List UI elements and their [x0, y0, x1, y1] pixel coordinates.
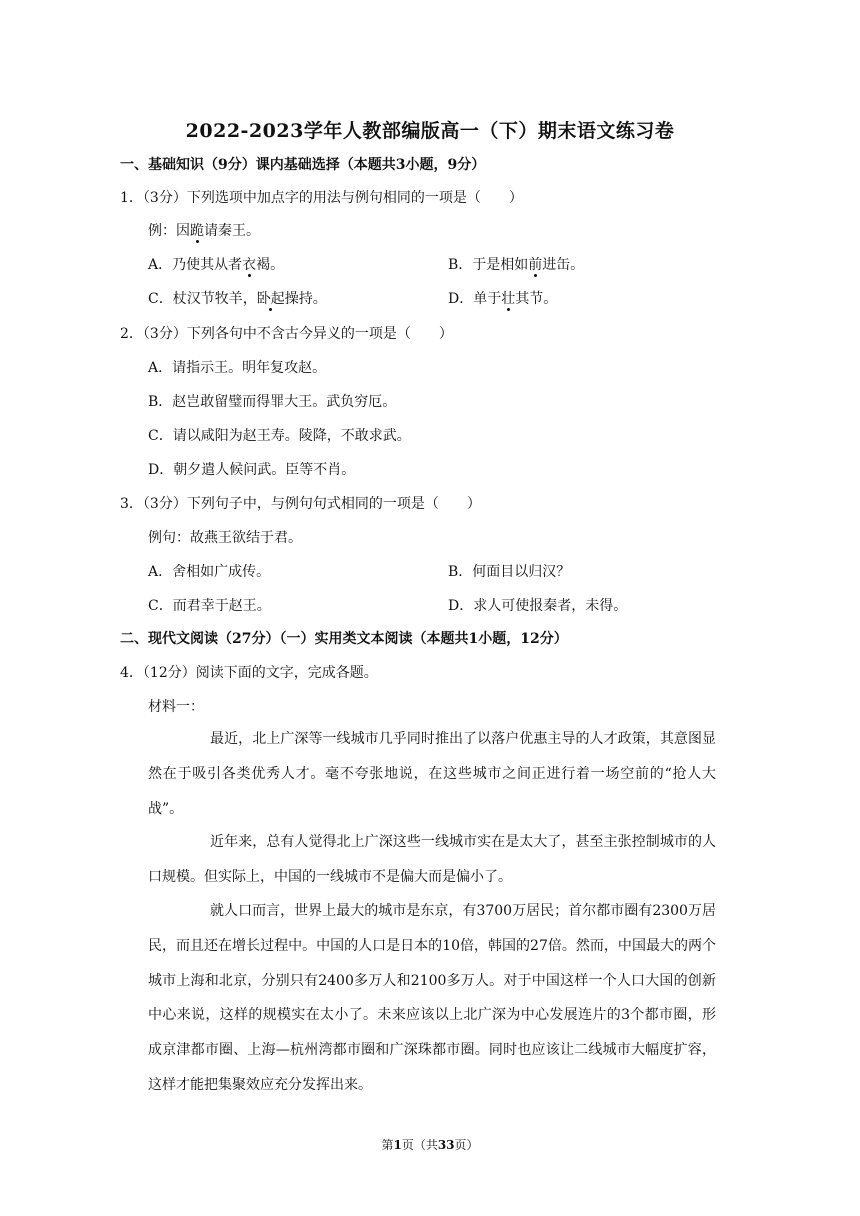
material-paragraph-2: 近年来，总有人觉得北上广深这些一线城市实在是太大了，甚至主张控制城市的人口规模。但实际上，中国的一线城市不是偏大而是偏小了。 [148, 834, 716, 885]
question-3-option-c: C．而君幸于赵王。 [148, 598, 271, 614]
question-3-option-d: D．求人可使报秦者，未得。 [448, 598, 628, 614]
material-paragraph-1: 最近，北上广深等一线城市几乎同时推出了以落户优惠主导的人才政策，其意图显然在于吸引各类优秀人才。毫不夸张地说，在这些城市之间正进行着一场空前的“抢人大战”。 [148, 731, 716, 817]
question-1-stem: 1．（3分）下列选项中加点字的用法与例句相同的一项是（ ） [120, 190, 523, 206]
question-2-option-c: C．请以咸阳为赵王寿。陵降，不敢求武。 [148, 428, 411, 444]
question-1-option-d: D．单于壮其节。 [448, 291, 558, 307]
section-heading-reading: 二、现代文阅读（27分）（一）实用类文本阅读（本题共1小题，12分） [120, 631, 568, 647]
question-2-option-a: A．请指示王。明年复攻赵。 [148, 360, 327, 376]
page-footer: 第1页（共33页） [381, 1138, 479, 1152]
total-pages: 33 [437, 1138, 455, 1152]
material-paragraph-3: 就人口而言，世界上最大的城市是东京，有3700万居民；首尔都市圈有2300万居民，而且还在增长过程中。中国的人口是日本的10倍，韩国的27倍。然而，中国最大的两个城市上海和北京，分别只有2400多万人和2100多万人。对于中国这样一个人口大国的创新中心来说，这样的规模实在太小了。未来应该以上北广深为中心发展连片的3个都市圈，形成京津都市圈、上海—杭州湾都市圈和广深珠都市圈。同时也应该让二线城市大幅度扩容，这样才能把集聚效应充分发挥出来。 [148, 903, 716, 1093]
question-1-option-a: A．乃使其从者衣褐。 [148, 257, 285, 273]
question-3-stem: 3．（3分）下列句子中，与例句句式相同的一项是（ ） [120, 496, 481, 512]
question-2-stem: 2．（3分）下列各句中不含古今异义的一项是（ ） [120, 326, 453, 342]
page-title: 2022-2023学年人教部编版高一（下）期末语文练习卷 [185, 120, 675, 142]
emphasis-dot-char: 前 [528, 257, 543, 273]
emphasis-dot-char: 衣 [242, 257, 257, 273]
question-4-stem: 4．（12分）阅读下面的文字，完成各题。 [120, 665, 378, 681]
emphasis-dot-char: 卧起 [256, 291, 285, 307]
question-3-example: 例句：故燕王欲结于君。 [148, 530, 302, 546]
page-number: 1 [393, 1138, 402, 1152]
emphasis-dot-char: 壮 [501, 291, 516, 307]
question-1-option-c: C．杖汉节牧羊，卧起操持。 [148, 291, 327, 307]
question-2-option-d: D．朝夕遣人候问武。臣等不肖。 [148, 462, 356, 478]
emphasis-dot-char: 跪 [190, 223, 204, 239]
question-3-option-b: B．何面目以归汉？ [448, 564, 571, 580]
question-1-example: 例：因跪请秦王。 [148, 223, 260, 239]
question-3-option-a: A．舍相如广成传。 [148, 564, 271, 580]
question-1-option-b: B．于是相如前进缶。 [448, 257, 585, 273]
section-heading-basic: 一、基础知识（9分）课内基础选择（本题共3小题，9分） [120, 157, 486, 173]
question-2-option-b: B．赵岂敢留璧而得罪大王。武负穷厄。 [148, 394, 397, 410]
material-label: 材料一： [148, 699, 204, 715]
